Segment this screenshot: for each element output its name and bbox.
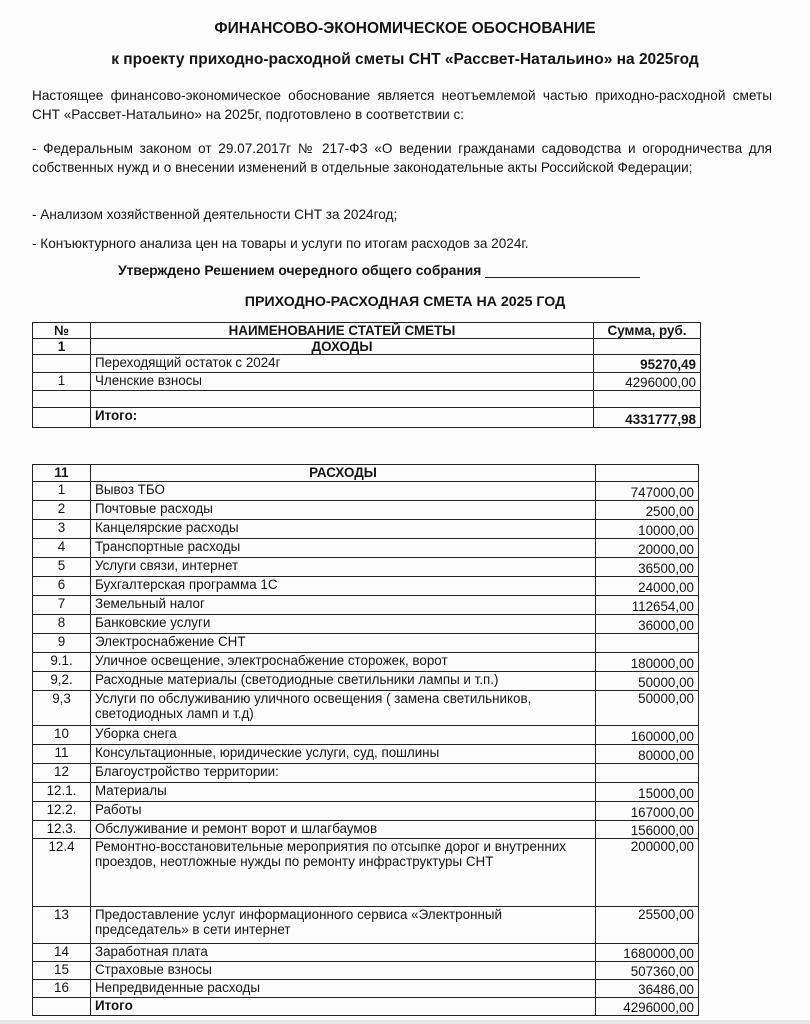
row-sum: 36486,00 [596,980,699,998]
row-name: Уличное освещение, электроснабжение сторожек, ворот [91,653,596,672]
row-num: 10 [33,726,91,745]
income-section-row [33,339,701,355]
total-label: Итого: [91,408,594,428]
table-row [33,615,699,634]
table-row [33,907,699,944]
total-label: Итого [91,998,596,1016]
row-num: 5 [33,558,91,577]
total-sum: 4331777,98 [594,408,701,428]
table-row [33,501,699,520]
row-sum: 180000,00 [596,653,699,672]
approval-text: Утверждено Решением очередного общего собрания [118,263,482,278]
row-sum: 36000,00 [596,615,699,634]
row-name: Обслуживание и ремонт ворот и шлагбаумов [91,821,596,839]
header-num: № [33,323,91,339]
row-num: 6 [33,577,91,596]
table-row [33,577,699,596]
row-sum: 50000,00 [596,672,699,691]
table-row [33,839,699,907]
basis-item-law: - Федеральным законом от 29.07.2017г № 217-ФЗ «О ведении гражданами садоводства и огородничества для собственных нужд и о внесении изменений в отдельные законодательные акты Российской Федерации; [32,141,772,175]
row-num: 3 [33,520,91,539]
row-num: 9,2. [33,672,91,691]
section-num: 11 [33,465,91,482]
row-name: Вывоз ТБО [91,482,596,501]
row-num: 12.1. [33,783,91,802]
empty-row [33,391,701,408]
table-row [33,634,699,653]
row-num: 16 [33,980,91,998]
row-name: Заработная плата [91,944,596,962]
row-name: Услуги по обслуживанию уличного освещения ( замена светильников, светодиодных ламп и т.д) [91,691,596,726]
table-row [33,802,699,821]
expense-section-row [33,465,699,482]
document-title: ФИНАНСОВО-ЭКОНОМИЧЕСКОЕ ОБОСНОВАНИЕ [214,20,596,37]
income-total-row [33,408,701,428]
row-sum: 1680000,00 [596,944,699,962]
row-sum: 24000,00 [596,577,699,596]
row-sum [596,764,699,783]
row-name: Уборка снега [91,726,596,745]
row-name: Непредвиденные расходы [91,980,596,998]
row-name: Членские взносы [91,373,594,391]
row-sum [596,634,699,653]
scan-edge [0,1020,810,1024]
row-name: Канцелярские расходы [91,520,596,539]
table-row [33,373,701,391]
row-num: 13 [33,907,91,944]
section-num: 1 [33,339,91,355]
table-row [33,783,699,802]
row-name: Банковские услуги [91,615,596,634]
row-num: 7 [33,596,91,615]
approval-line [118,263,640,278]
row-sum: 160000,00 [596,726,699,745]
row-num: 12.3. [33,821,91,839]
table-row [33,962,699,980]
header-name: НАИМЕНОВАНИЕ СТАТЕЙ СМЕТЫ [91,323,594,339]
table-row [33,726,699,745]
row-name: Услуги связи, интернет [91,558,596,577]
table-row [33,944,699,962]
expense-total-row [33,998,699,1016]
section-title: ДОХОДЫ [91,339,594,355]
row-name: Предоставление услуг информационного сервиса «Электронный председатель» в сети интернет [91,907,596,944]
header-sum: Сумма, руб. [594,323,701,339]
row-sum: 507360,00 [596,962,699,980]
row-num: 9,3 [33,691,91,726]
row-sum: 200000,00 [596,839,699,907]
row-num: 8 [33,615,91,634]
row-num: 12.2. [33,802,91,821]
table-row [33,482,699,501]
signature-blank [485,263,640,278]
table-row [33,691,699,726]
row-sum: 15000,00 [596,783,699,802]
row-name: Переходящий остаток с 2024г [91,355,594,373]
row-name: Благоустройство территории: [91,764,596,783]
row-name: Консультационные, юридические услуги, суд, пошлины [91,745,596,764]
basis-item-price-analysis: - Конъюктурного анализа цен на товары и услуги по итогам расходов за 2024г. [32,236,529,251]
section-title: РАСХОДЫ [91,465,596,482]
row-sum: 50000,00 [596,691,699,726]
table-row [33,821,699,839]
row-name: Электроснабжение СНТ [91,634,596,653]
row-sum: 25500,00 [596,907,699,944]
income-header-row [33,323,701,339]
row-num: 1 [33,482,91,501]
basis-item-analysis: - Анализом хозяйственной деятельности СНТ за 2024год; [32,207,398,222]
table-row [33,539,699,558]
row-num [33,355,91,373]
table-row [33,355,701,373]
total-sum: 4296000,00 [596,998,699,1016]
row-name: Материалы [91,783,596,802]
expense-table [32,464,699,1016]
table-row [33,672,699,691]
row-sum: 95270,49 [594,355,701,373]
row-num: 12.4 [33,839,91,907]
table-row [33,596,699,615]
row-sum: 80000,00 [596,745,699,764]
row-name: Страховые взносы [91,962,596,980]
document-subtitle: к проекту приходно-расходной сметы СНТ «Рассвет-Натальино» на 2025год [111,51,699,68]
income-table [32,322,701,428]
intro-paragraph: Настоящее финансово-экономическое обоснование является неотъемлемой частью приходно-расходной сметы СНТ «Рассвет-Натальино» на 2025г, подготовлено в соответствии с: [32,88,772,122]
section-sum [594,339,701,355]
row-name: Земельный налог [91,596,596,615]
row-sum: 747000,00 [596,482,699,501]
table-row [33,653,699,672]
row-name: Почтовые расходы [91,501,596,520]
row-sum: 167000,00 [596,802,699,821]
table-row [33,520,699,539]
row-num: 2 [33,501,91,520]
row-num: 15 [33,962,91,980]
table-row [33,980,699,998]
row-sum: 156000,00 [596,821,699,839]
row-name: Ремонтно-восстановительные мероприятия по отсыпке дорог и внутренних проездов, неотложные нужды по ремонту инфраструктуры СНТ [91,839,596,907]
row-sum: 20000,00 [596,539,699,558]
row-name: Работы [91,802,596,821]
row-num: 1 [33,373,91,391]
row-sum: 36500,00 [596,558,699,577]
table-row [33,558,699,577]
row-sum: 4296000,00 [594,373,701,391]
row-sum: 10000,00 [596,520,699,539]
table-row [33,745,699,764]
row-name: Бухгалтерская программа 1С [91,577,596,596]
row-num: 9.1. [33,653,91,672]
row-sum: 2500,00 [596,501,699,520]
row-num: 9 [33,634,91,653]
row-num: 14 [33,944,91,962]
row-num: 4 [33,539,91,558]
row-num: 12 [33,764,91,783]
row-name: Расходные материалы (светодиодные светильники лампы и т.п.) [91,672,596,691]
row-sum: 112654,00 [596,596,699,615]
table-row [33,764,699,783]
row-name: Транспортные расходы [91,539,596,558]
estimate-title: ПРИХОДНО-РАСХОДНАЯ СМЕТА НА 2025 ГОД [244,294,566,310]
row-num: 11 [33,745,91,764]
